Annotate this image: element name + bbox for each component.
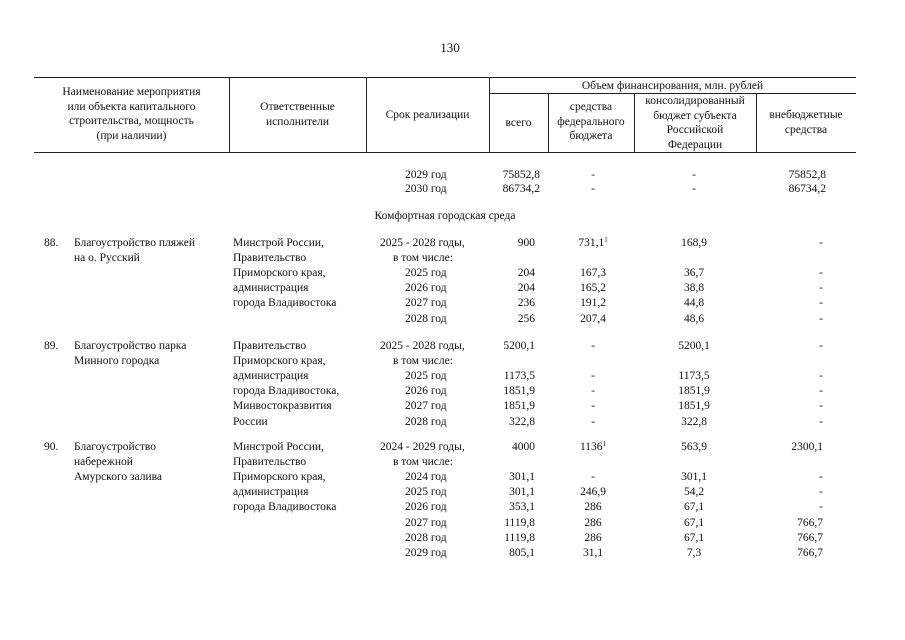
entry-number: 88. bbox=[44, 237, 59, 249]
term-cell: 2027 год bbox=[405, 297, 447, 310]
total-cell: 353,1 bbox=[509, 501, 535, 514]
federal-cell bbox=[548, 546, 638, 560]
entry-name-line: набережной bbox=[74, 456, 133, 469]
term-cell: 2026 год bbox=[405, 501, 447, 514]
extra-cell: - bbox=[819, 486, 823, 499]
responsible-line: России bbox=[233, 415, 268, 428]
footnote-marker: 1 bbox=[604, 236, 608, 244]
regional-cell: 54,2 bbox=[683, 486, 705, 499]
total-cell: 1851,9 bbox=[503, 400, 535, 413]
total-cell: 86734,2 bbox=[502, 183, 540, 195]
header-name: Наименование мероприятия или объекта капитального строительства, мощность (при наличии) bbox=[62, 86, 201, 142]
entry-name-line: Минного городка bbox=[74, 355, 160, 368]
total-cell: 75852,8 bbox=[502, 169, 540, 181]
regional-cell: 48,6 bbox=[683, 312, 705, 325]
total-cell: 301,1 bbox=[509, 471, 535, 484]
extra-cell: - bbox=[819, 282, 823, 295]
entry-name-line: на о. Русский bbox=[74, 252, 140, 265]
term-cell: 2025 год bbox=[405, 267, 447, 280]
federal-cell bbox=[548, 516, 638, 530]
term-cell: в том числе: bbox=[393, 456, 453, 469]
extra-cell: - bbox=[819, 415, 823, 428]
extra-cell: - bbox=[819, 340, 823, 352]
total-cell: 301,1 bbox=[509, 486, 535, 499]
term-cell: 2028 год bbox=[405, 415, 447, 428]
term-cell: 2030 год bbox=[405, 183, 447, 195]
regional-cell: 168,9 bbox=[681, 237, 707, 249]
footnote-marker: 1 bbox=[602, 440, 607, 448]
federal-cell bbox=[548, 339, 638, 353]
federal-value: 191,2 bbox=[580, 297, 606, 310]
federal-value: 246,9 bbox=[580, 486, 606, 499]
total-cell: 5200,1 bbox=[503, 340, 535, 352]
table-top-border bbox=[34, 77, 856, 78]
header-federal: средства федерального бюджета bbox=[557, 101, 625, 142]
federal-value: - bbox=[591, 471, 595, 484]
extra-cell: 766,7 bbox=[797, 531, 823, 544]
term-cell: 2025 год bbox=[405, 486, 447, 499]
regional-cell: 301,1 bbox=[681, 471, 707, 484]
federal-cell: - bbox=[591, 183, 595, 195]
federal-value: 286 bbox=[584, 516, 602, 529]
federal-value: - bbox=[591, 385, 595, 398]
total-cell: 322,8 bbox=[509, 415, 535, 428]
federal-cell bbox=[548, 281, 638, 295]
federal-cell bbox=[548, 266, 638, 280]
federal-value: 167,3 bbox=[580, 267, 606, 280]
federal-cell bbox=[548, 415, 638, 429]
regional-cell: 322,8 bbox=[681, 415, 707, 428]
page-number: 130 bbox=[440, 40, 460, 55]
extra-cell: 766,7 bbox=[797, 546, 823, 559]
responsible-line: города Владивостока bbox=[233, 297, 337, 310]
total-cell: 1851,9 bbox=[503, 385, 535, 398]
federal-cell bbox=[548, 470, 638, 484]
federal-value: 165,2 bbox=[580, 282, 606, 295]
federal-cell bbox=[548, 440, 638, 454]
federal-cell bbox=[548, 236, 638, 250]
entry-name-line: Благоустройство парка bbox=[74, 340, 187, 352]
regional-cell: 38,8 bbox=[683, 282, 705, 295]
regional-cell: 563,9 bbox=[681, 441, 707, 453]
regional-cell: - bbox=[692, 183, 696, 195]
responsible-line: администрация bbox=[233, 282, 309, 295]
federal-value: 286 bbox=[584, 531, 602, 544]
regional-cell: 44,8 bbox=[683, 297, 705, 310]
regional-cell: 1851,9 bbox=[678, 385, 710, 398]
header-total: всего bbox=[505, 117, 532, 129]
regional-cell: 67,1 bbox=[683, 501, 705, 514]
responsible-line: Правительство bbox=[233, 252, 307, 265]
regional-cell: - bbox=[692, 169, 696, 181]
federal-value: 31,1 bbox=[582, 546, 604, 559]
federal-value: 286 bbox=[584, 501, 602, 514]
total-cell: 236 bbox=[517, 297, 535, 310]
regional-cell: 36,7 bbox=[683, 267, 705, 280]
extra-cell: 75852,8 bbox=[788, 169, 826, 181]
table-header-bottom-border bbox=[34, 152, 856, 153]
term-cell: 2025 - 2028 годы, bbox=[380, 340, 465, 352]
federal-value: - bbox=[591, 415, 595, 428]
total-cell: 256 bbox=[517, 312, 535, 325]
regional-cell: 7,3 bbox=[686, 546, 702, 559]
extra-cell: - bbox=[819, 297, 823, 310]
total-cell: 4000 bbox=[512, 441, 535, 453]
responsible-line: Приморского края, bbox=[233, 267, 326, 280]
term-cell: 2028 год bbox=[405, 531, 447, 544]
extra-cell: - bbox=[819, 501, 823, 514]
federal-cell bbox=[548, 500, 638, 514]
term-cell: 2026 год bbox=[405, 282, 447, 295]
term-cell: в том числе: bbox=[393, 355, 453, 368]
total-cell: 1119,8 bbox=[504, 516, 535, 529]
federal-value: 1136 bbox=[579, 441, 603, 453]
federal-cell bbox=[548, 485, 638, 499]
header-term: Срок реализации bbox=[385, 109, 470, 121]
federal-value: - bbox=[591, 370, 595, 383]
federal-cell bbox=[548, 369, 638, 383]
header-regional: консолидированный бюджет субъекта Российской Федерации bbox=[645, 95, 745, 151]
responsible-line: города Владивостока bbox=[233, 501, 337, 514]
responsible-line: Минстрой России, bbox=[233, 237, 324, 249]
extra-cell: - bbox=[819, 385, 823, 398]
federal-value: 207,4 bbox=[580, 312, 606, 325]
federal-cell bbox=[548, 531, 638, 545]
header-extra: внебюджетные средства bbox=[769, 109, 843, 136]
extra-cell: - bbox=[819, 267, 823, 280]
extra-cell: - bbox=[819, 400, 823, 413]
extra-cell: - bbox=[819, 237, 823, 249]
extra-cell: - bbox=[819, 471, 823, 484]
responsible-line: Правительство bbox=[233, 456, 307, 469]
regional-cell: 67,1 bbox=[683, 516, 705, 529]
responsible-line: города Владивостока, bbox=[233, 385, 340, 398]
total-cell: 1173,5 bbox=[503, 370, 535, 383]
federal-cell bbox=[548, 312, 638, 326]
responsible-line: администрация bbox=[233, 370, 309, 383]
term-cell: 2024 - 2029 годы, bbox=[380, 441, 465, 453]
extra-cell: 766,7 bbox=[797, 516, 823, 529]
extra-cell: - bbox=[819, 370, 823, 383]
entry-number: 89. bbox=[44, 340, 59, 352]
responsible-line: Правительство bbox=[233, 340, 307, 352]
term-cell: 2029 год bbox=[405, 169, 447, 181]
extra-cell: 2300,1 bbox=[791, 441, 823, 453]
term-cell: 2026 год bbox=[405, 385, 447, 398]
term-cell: 2027 год bbox=[405, 400, 447, 413]
regional-cell: 5200,1 bbox=[678, 340, 710, 352]
federal-cell: - bbox=[591, 169, 595, 181]
federal-value: - bbox=[591, 340, 595, 352]
term-cell: 2024 год bbox=[405, 471, 447, 484]
term-cell: в том числе: bbox=[393, 252, 453, 265]
extra-cell: 86734,2 bbox=[788, 183, 826, 195]
term-cell: 2028 год bbox=[405, 312, 447, 325]
total-cell: 204 bbox=[517, 282, 535, 295]
term-cell: 2025 год bbox=[405, 370, 447, 383]
responsible-line: Приморского края, bbox=[233, 355, 326, 368]
entry-name-line: Благоустройство bbox=[74, 441, 156, 453]
responsible-line: администрация bbox=[233, 486, 309, 499]
header-responsible: Ответственные исполнители bbox=[260, 101, 335, 128]
entry-name-line: Благоустройство пляжей bbox=[74, 237, 196, 249]
term-cell: 2025 - 2028 годы, bbox=[380, 237, 465, 249]
term-cell: 2029 год bbox=[405, 546, 447, 559]
regional-cell: 1173,5 bbox=[678, 370, 710, 383]
header-financing: Объем финансирования, млн. рублей bbox=[581, 80, 764, 92]
federal-value: - bbox=[591, 400, 595, 413]
entry-name-line: Амурского залива bbox=[74, 471, 163, 484]
entry-number: 90. bbox=[44, 441, 59, 453]
federal-cell bbox=[548, 399, 638, 413]
responsible-line: Приморского края, bbox=[233, 471, 326, 484]
regional-cell: 1851,9 bbox=[678, 400, 710, 413]
term-cell: 2027 год bbox=[405, 516, 447, 529]
federal-value: 731,1 bbox=[578, 237, 605, 249]
extra-cell: - bbox=[819, 312, 823, 325]
total-cell: 900 bbox=[517, 237, 535, 249]
regional-cell: 67,1 bbox=[683, 531, 705, 544]
responsible-line: Минстрой России, bbox=[233, 441, 324, 453]
federal-cell bbox=[548, 296, 638, 310]
responsible-line: Минвостокразвития bbox=[233, 400, 332, 413]
federal-cell bbox=[548, 384, 638, 398]
total-cell: 805,1 bbox=[509, 546, 535, 559]
total-cell: 1119,8 bbox=[504, 531, 535, 544]
section-title: Комфортная городская среда bbox=[374, 210, 516, 222]
total-cell: 204 bbox=[517, 267, 535, 280]
